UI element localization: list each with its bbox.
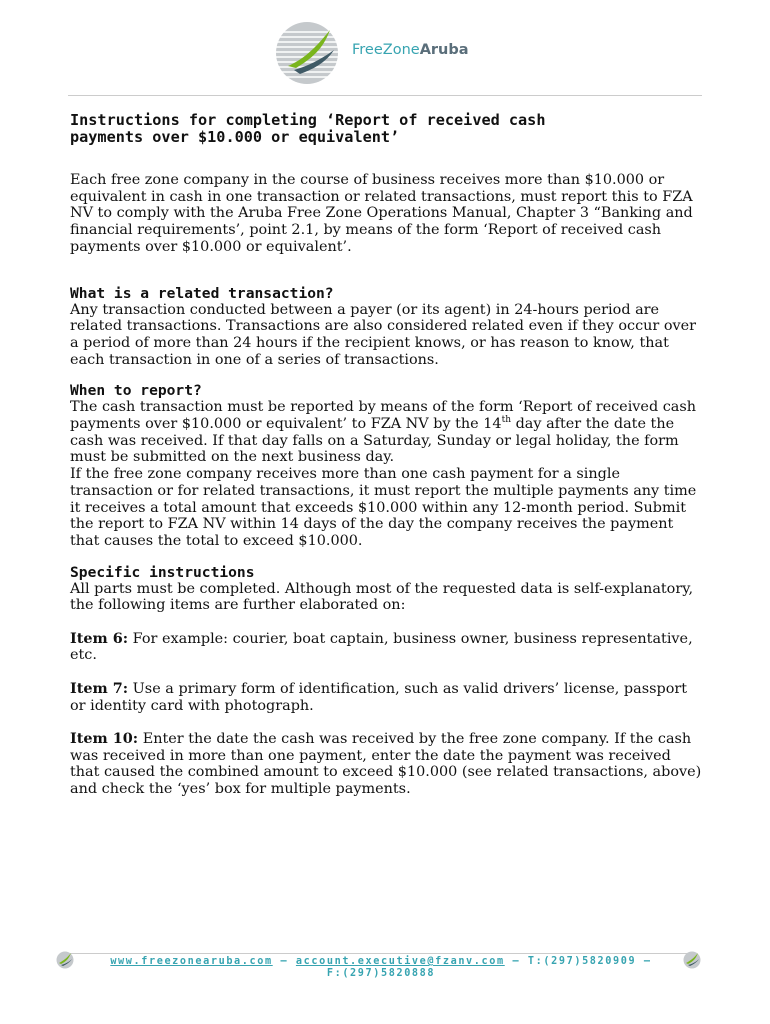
item-6-text: For example: courier, boat captain, business owner, business representative, etc. bbox=[70, 630, 693, 664]
section-heading-when: When to report? bbox=[70, 382, 202, 400]
section-body-when-2: If the free zone company receives more than one cash payment for a single transaction or for related transactions, it must report the multiple payments any time it receives a total amount that exceeds $10.000 within any 12-month period. Submit the report to FZA NV within 14 days of the day the company receives the payment that causes the total to exceed $10.000. bbox=[70, 466, 697, 549]
section-body-specific: All parts must be completed. Although most of the requested data is self-explanatory, the following items are further elaborated on: bbox=[70, 580, 694, 614]
section-body-related: Any transaction conducted between a payer (or its agent) in 24-hours period are related transactions. Transactions are also considered related even if they occur over a period of more than 24 hours if the recipient knows, or has reason to know, that each transaction in one of a series of transactions. bbox=[70, 301, 697, 368]
intro-paragraph: Each free zone company in the course of business receives more than $10.000 or equivalent in cash in one transaction or related transactions, must report this to FZA NV to comply with the Aruba Free Zone Operations Manual, Chapter 3 “Banking and financial requirements’, point 2.1, by means of the form ‘Report of received cash payments over $10.000 or equivalent’. bbox=[70, 172, 693, 255]
brand-part-1: FreeZone bbox=[352, 42, 420, 58]
footer-separator: – bbox=[272, 956, 296, 967]
footer-divider bbox=[70, 953, 692, 954]
item-10 bbox=[70, 731, 702, 798]
section-heading-related: What is a related transaction? bbox=[70, 284, 334, 302]
item-7-text: Use a primary form of identification, such as valid drivers’ license, passport or identity card with photograph. bbox=[70, 680, 688, 714]
header bbox=[274, 20, 474, 86]
document-title bbox=[70, 112, 702, 146]
website-link[interactable]: www.freezonearuba.com bbox=[110, 956, 273, 967]
when-text-2: day after the date the cash was received. If that day falls on a Saturday, Sunday or legal holiday, the form must be submitted on the next business day. bbox=[70, 416, 679, 466]
footer-fax: F:(297)5820888 bbox=[326, 968, 436, 979]
item-7 bbox=[70, 681, 702, 714]
footer-logo-right-icon bbox=[683, 951, 701, 969]
section-body-when bbox=[70, 399, 702, 466]
item-6-label: Item 6: bbox=[70, 629, 129, 647]
title-line-2: payments over $10.000 or equivalent’ bbox=[70, 128, 400, 146]
email-link[interactable]: account.executive@fzanv.com bbox=[295, 956, 505, 967]
when-text-1: The cash transaction must be reported by means of the form ‘Report of received cash payments over $10.000 or equivalent’ to FZA NV by the 14 bbox=[70, 399, 697, 433]
item-10-text: Enter the date the cash was received by the free zone company. If the cash was received in more than one payment, enter the date the payment was received that caused the combined amount to exceed $10.000 (see related transactions, above) and check the ‘yes’ box for multiple payments. bbox=[70, 730, 702, 798]
freezone-aruba-logo-icon bbox=[274, 20, 340, 86]
footer bbox=[56, 951, 706, 981]
item-10-label: Item 10: bbox=[70, 729, 139, 747]
document-body bbox=[70, 112, 702, 798]
footer-logo-left-icon bbox=[56, 951, 74, 969]
when-superscript: th bbox=[501, 415, 512, 426]
item-6 bbox=[70, 631, 702, 664]
header-divider bbox=[68, 95, 702, 96]
footer-phone: – T:(297)5820909 – bbox=[504, 956, 652, 967]
brand-name bbox=[352, 42, 469, 58]
item-7-label: Item 7: bbox=[70, 679, 129, 697]
footer-contact bbox=[96, 956, 666, 980]
title-line-1: Instructions for completing ‘Report of received cash bbox=[70, 111, 546, 129]
section-heading-specific: Specific instructions bbox=[70, 563, 255, 581]
brand-part-2: Aruba bbox=[419, 42, 469, 58]
